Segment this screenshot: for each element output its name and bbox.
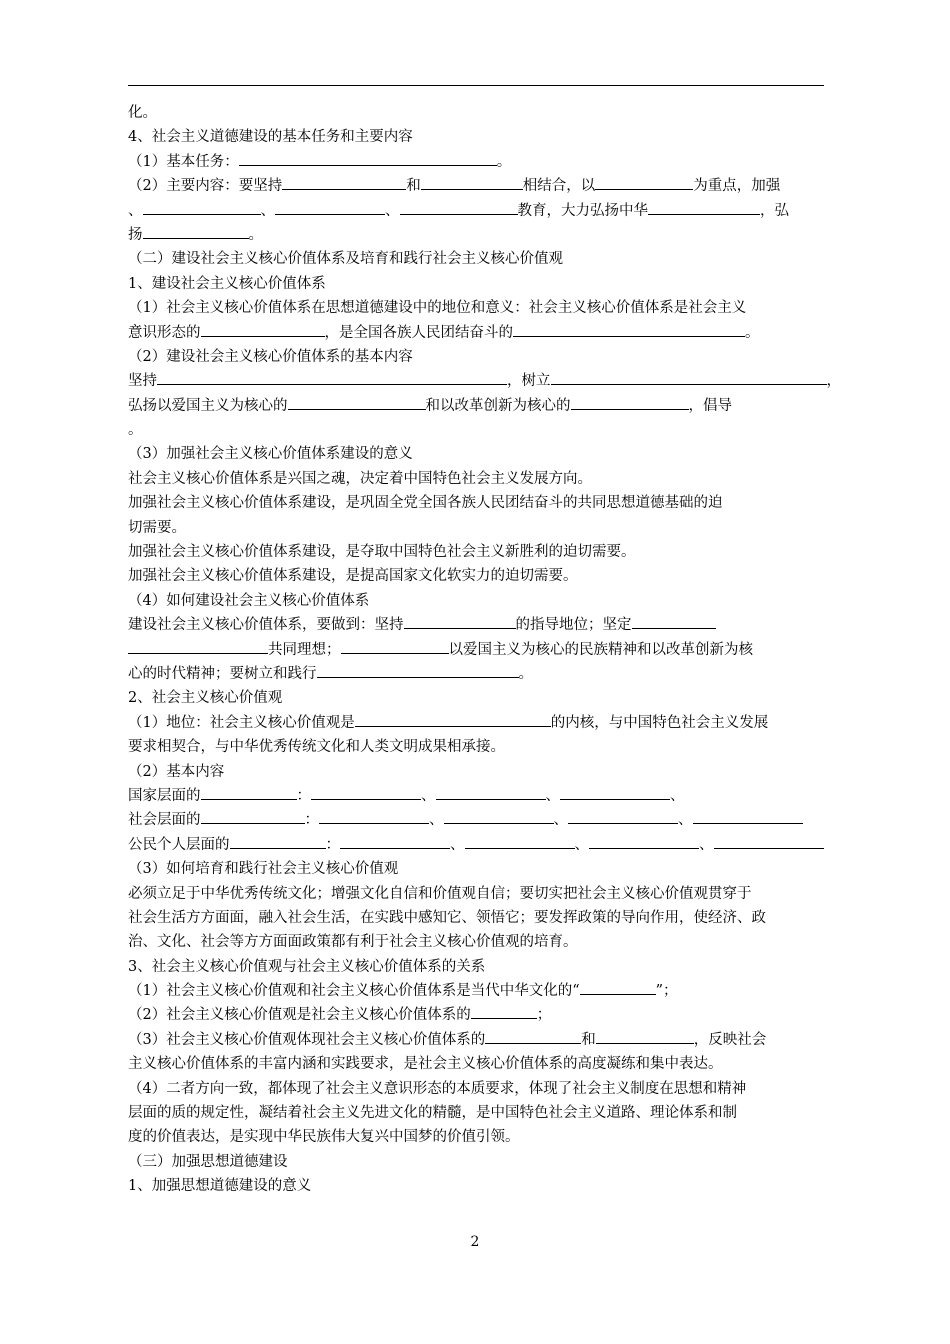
text-line xyxy=(128,808,824,832)
line-text: ”； xyxy=(655,983,678,1000)
text-line xyxy=(128,1077,824,1101)
fill-in-blank[interactable] xyxy=(128,638,268,654)
line-text: 共同理想； xyxy=(268,641,341,658)
line-text: 和以改革创新为核心的 xyxy=(425,397,571,414)
page-number: 2 xyxy=(470,1234,480,1250)
line-text: （2）建设社会主义核心价值体系的基本内容 xyxy=(128,348,413,365)
line-text: 4、社会主义道德建设的基本任务和主要内容 xyxy=(128,129,413,146)
text-line xyxy=(128,321,824,345)
line-text: ： xyxy=(304,812,319,829)
fill-in-blank[interactable] xyxy=(143,199,261,215)
line-text: 意识形态的 xyxy=(128,324,201,341)
fill-in-blank[interactable] xyxy=(571,394,689,410)
line-text: （4）二者方向一致，都体现了社会主义意识形态的本质要求，体现了社会主义制度在思想和精神 xyxy=(128,1080,747,1097)
line-text: （2）社会主义核心价值观是社会主义核心价值体系的 xyxy=(128,1007,471,1024)
fill-in-blank[interactable] xyxy=(282,174,406,190)
line-text: 、 xyxy=(574,836,589,853)
document-body xyxy=(128,101,841,1199)
text-line xyxy=(128,369,841,393)
line-text: 心的时代精神；要树立和践行 xyxy=(128,665,317,682)
fill-in-blank[interactable] xyxy=(568,808,678,824)
line-text: 治、文化、社会等方方面面政策都有利于社会主义核心价值观的培育。 xyxy=(128,934,578,951)
text-line xyxy=(128,442,824,466)
fill-in-blank[interactable] xyxy=(311,784,421,800)
line-text: 、 xyxy=(670,787,685,804)
line-text: （3）如何培育和践行社会主义核心价值观 xyxy=(128,861,399,878)
fill-in-blank[interactable] xyxy=(157,369,507,385)
line-text: 扬 xyxy=(128,226,143,243)
fill-in-blank[interactable] xyxy=(444,808,554,824)
fill-in-blank[interactable] xyxy=(317,662,519,678)
line-text: 社会生活方方面面，融入社会生活，在实践中感知它、领悟它；要发挥政策的导向作用，使经济、政 xyxy=(128,909,766,926)
fill-in-blank[interactable] xyxy=(465,833,575,849)
line-text: 1、加强思想道德建设的意义 xyxy=(128,1178,312,1195)
text-line xyxy=(128,467,824,491)
fill-in-blank[interactable] xyxy=(471,1003,537,1019)
fill-in-blank[interactable] xyxy=(201,784,297,800)
fill-in-blank[interactable] xyxy=(632,613,716,629)
fill-in-blank[interactable] xyxy=(239,150,497,166)
line-text: ： xyxy=(296,787,311,804)
text-line xyxy=(128,979,824,1003)
line-text: （2）基本内容 xyxy=(128,763,225,780)
line-text: 、 xyxy=(260,202,275,219)
line-text: （4）如何建设社会主义核心价值体系 xyxy=(128,592,370,609)
line-text: （1）社会主义核心价值观和社会主义核心价值体系是当代中华文化的“ xyxy=(128,983,580,1000)
line-text: 和 xyxy=(406,178,421,195)
line-text: 层面的质的规定性，凝结着社会主义先进文化的精髓，是中国特色社会主义道路、理论体系和制 xyxy=(128,1105,737,1122)
fill-in-blank[interactable] xyxy=(230,833,326,849)
line-text: （1）基本任务： xyxy=(128,153,239,170)
text-line xyxy=(128,125,824,149)
line-text: 社会主义核心价值体系是兴国之魂，决定着中国特色社会主义发展方向。 xyxy=(128,470,592,487)
fill-in-blank[interactable] xyxy=(340,833,450,849)
fill-in-blank[interactable] xyxy=(288,394,426,410)
text-line xyxy=(128,272,824,296)
line-text: 、 xyxy=(678,812,693,829)
text-line xyxy=(128,1174,824,1198)
line-text: （1）地位：社会主义核心价值观是 xyxy=(128,714,355,731)
text-line xyxy=(128,223,824,247)
line-text: 教育，大力弘扬中华 xyxy=(517,202,648,219)
text-line xyxy=(128,882,824,906)
line-text: 。 xyxy=(518,665,533,682)
line-text: 2、社会主义核心价值观 xyxy=(128,690,283,707)
line-text: 弘扬以爱国主义为核心的 xyxy=(128,397,288,414)
fill-in-blank[interactable] xyxy=(275,199,385,215)
line-text: 、 xyxy=(450,836,465,853)
line-text: 必须立足于中华优秀传统文化；增强文化自信和价值观自信；要切实把社会主义核心价值观贯穿于 xyxy=(128,885,752,902)
line-text: 、 xyxy=(553,812,568,829)
text-line xyxy=(128,516,824,540)
line-text: 3、社会主义核心价值观与社会主义核心价值体系的关系 xyxy=(128,958,486,975)
line-text: 加强社会主义核心价值体系建设，是夺取中国特色社会主义新胜利的迫切需要。 xyxy=(128,544,636,561)
fill-in-blank[interactable] xyxy=(319,808,429,824)
line-text: 。 xyxy=(128,422,143,439)
line-text: 、 xyxy=(421,787,436,804)
line-text: ，树立 xyxy=(507,373,551,390)
fill-in-blank[interactable] xyxy=(513,321,745,337)
text-line xyxy=(128,760,824,784)
text-line xyxy=(128,638,824,662)
line-text: 。 xyxy=(248,226,263,243)
line-text: 国家层面的 xyxy=(128,787,201,804)
text-line xyxy=(128,101,824,125)
text-line xyxy=(128,345,824,369)
line-text: 坚持 xyxy=(128,373,157,390)
line-text: 化。 xyxy=(128,105,157,121)
text-line xyxy=(128,491,824,515)
line-text: 的指导地位；坚定 xyxy=(515,617,632,634)
line-text: 建设社会主义核心价值体系，要做到：坚持 xyxy=(128,617,404,634)
text-line xyxy=(128,857,824,881)
text-line xyxy=(128,784,824,808)
line-text: 。 xyxy=(745,324,760,341)
line-text: 、 xyxy=(128,202,143,219)
text-line xyxy=(128,1003,824,1027)
line-text: 加强社会主义核心价值体系建设，是提高国家文化软实力的迫切需要。 xyxy=(128,568,578,585)
line-text: 1、建设社会主义核心价值体系 xyxy=(128,275,326,292)
text-line xyxy=(128,174,824,198)
line-text: 、 xyxy=(699,836,714,853)
line-text: 加强社会主义核心价值体系建设，是巩固全党全国各族人民团结奋斗的共同思想道德基础的迫 xyxy=(128,495,723,512)
text-line xyxy=(128,418,824,442)
line-text: （3）社会主义核心价值观体现社会主义核心价值体系的 xyxy=(128,1031,486,1048)
text-line xyxy=(128,1125,824,1149)
line-text: 切需要。 xyxy=(128,519,186,536)
text-line xyxy=(128,1052,824,1076)
line-text: 。 xyxy=(496,153,512,170)
line-text: ： xyxy=(325,836,340,853)
fill-in-blank[interactable] xyxy=(201,808,305,824)
line-text: 以爱国主义为核心的民族精神和以改革创新为核 xyxy=(448,641,753,658)
line-text: ，倡导 xyxy=(688,397,732,414)
line-text: 为重点，加强 xyxy=(693,178,781,195)
line-text: 度的价值表达，是实现中华民族伟大复兴中国梦的价值引领。 xyxy=(128,1129,520,1146)
line-text: 社会层面的 xyxy=(128,812,201,829)
fill-in-blank[interactable] xyxy=(201,321,325,337)
fill-in-blank[interactable] xyxy=(143,223,249,239)
line-text: （2）主要内容：要坚持 xyxy=(128,178,283,195)
text-line xyxy=(128,247,824,271)
line-text: 、 xyxy=(385,202,400,219)
line-text: 的内核，与中国特色社会主义发展 xyxy=(550,714,769,731)
line-text: 公民个人层面的 xyxy=(128,836,230,853)
text-line xyxy=(128,735,824,759)
text-line xyxy=(128,564,824,588)
line-text: 相结合，以 xyxy=(522,178,596,195)
line-text: （1）社会主义核心价值体系在思想道德建设中的地位和意义：社会主义核心价值体系是社会主义 xyxy=(128,300,747,317)
fill-in-blank[interactable] xyxy=(595,174,693,190)
text-line xyxy=(128,394,824,418)
text-line xyxy=(128,955,824,979)
fill-in-blank[interactable] xyxy=(404,613,516,629)
text-line xyxy=(128,613,824,637)
line-text: 、 xyxy=(545,787,560,804)
line-text: 要求相契合，与中华优秀传统文化和人类文明成果相承接。 xyxy=(128,739,505,756)
line-text: ； xyxy=(536,1007,552,1024)
text-line xyxy=(128,1028,824,1052)
fill-in-blank[interactable] xyxy=(648,199,760,215)
text-line xyxy=(128,833,824,857)
line-text: （3）加强社会主义核心价值体系建设的意义 xyxy=(128,446,413,463)
header-rule xyxy=(128,85,824,86)
text-line xyxy=(128,199,824,223)
line-text: 、 xyxy=(429,812,444,829)
line-text: ，是全国各族人民团结奋斗的 xyxy=(324,324,513,341)
fill-in-blank[interactable] xyxy=(560,784,670,800)
line-text: ，弘 xyxy=(760,202,789,219)
fill-in-blank[interactable] xyxy=(693,808,803,824)
text-line xyxy=(128,686,824,710)
line-text: （二）建设社会主义核心价值体系及培育和践行社会主义核心价值观 xyxy=(128,251,563,268)
fill-in-blank[interactable] xyxy=(355,711,551,727)
line-text: ， xyxy=(826,373,841,390)
text-line xyxy=(128,906,824,930)
text-line xyxy=(128,662,824,686)
text-line xyxy=(128,930,824,954)
line-text: ，反映社会 xyxy=(693,1031,767,1048)
text-line xyxy=(128,540,824,564)
line-text: （三）加强思想道德建设 xyxy=(128,1153,288,1170)
text-line xyxy=(128,150,824,174)
fill-in-blank[interactable] xyxy=(589,833,699,849)
fill-in-blank[interactable] xyxy=(421,174,523,190)
text-line xyxy=(128,1150,824,1174)
fill-in-blank[interactable] xyxy=(341,638,449,654)
fill-in-blank[interactable] xyxy=(485,1028,581,1044)
fill-in-blank[interactable] xyxy=(400,199,518,215)
text-line xyxy=(128,711,824,735)
text-line xyxy=(128,296,824,320)
fill-in-blank[interactable] xyxy=(714,833,824,849)
line-text: 主义核心价值体系的丰富内涵和实践要求，是社会主义核心价值体系的高度凝练和集中表达。 xyxy=(128,1056,723,1073)
fill-in-blank[interactable] xyxy=(436,784,546,800)
line-text: 和 xyxy=(581,1031,596,1048)
text-line xyxy=(128,1101,824,1125)
fill-in-blank[interactable] xyxy=(596,1028,694,1044)
text-line xyxy=(128,589,824,613)
fill-in-blank[interactable] xyxy=(551,369,827,385)
fill-in-blank[interactable] xyxy=(580,979,656,995)
